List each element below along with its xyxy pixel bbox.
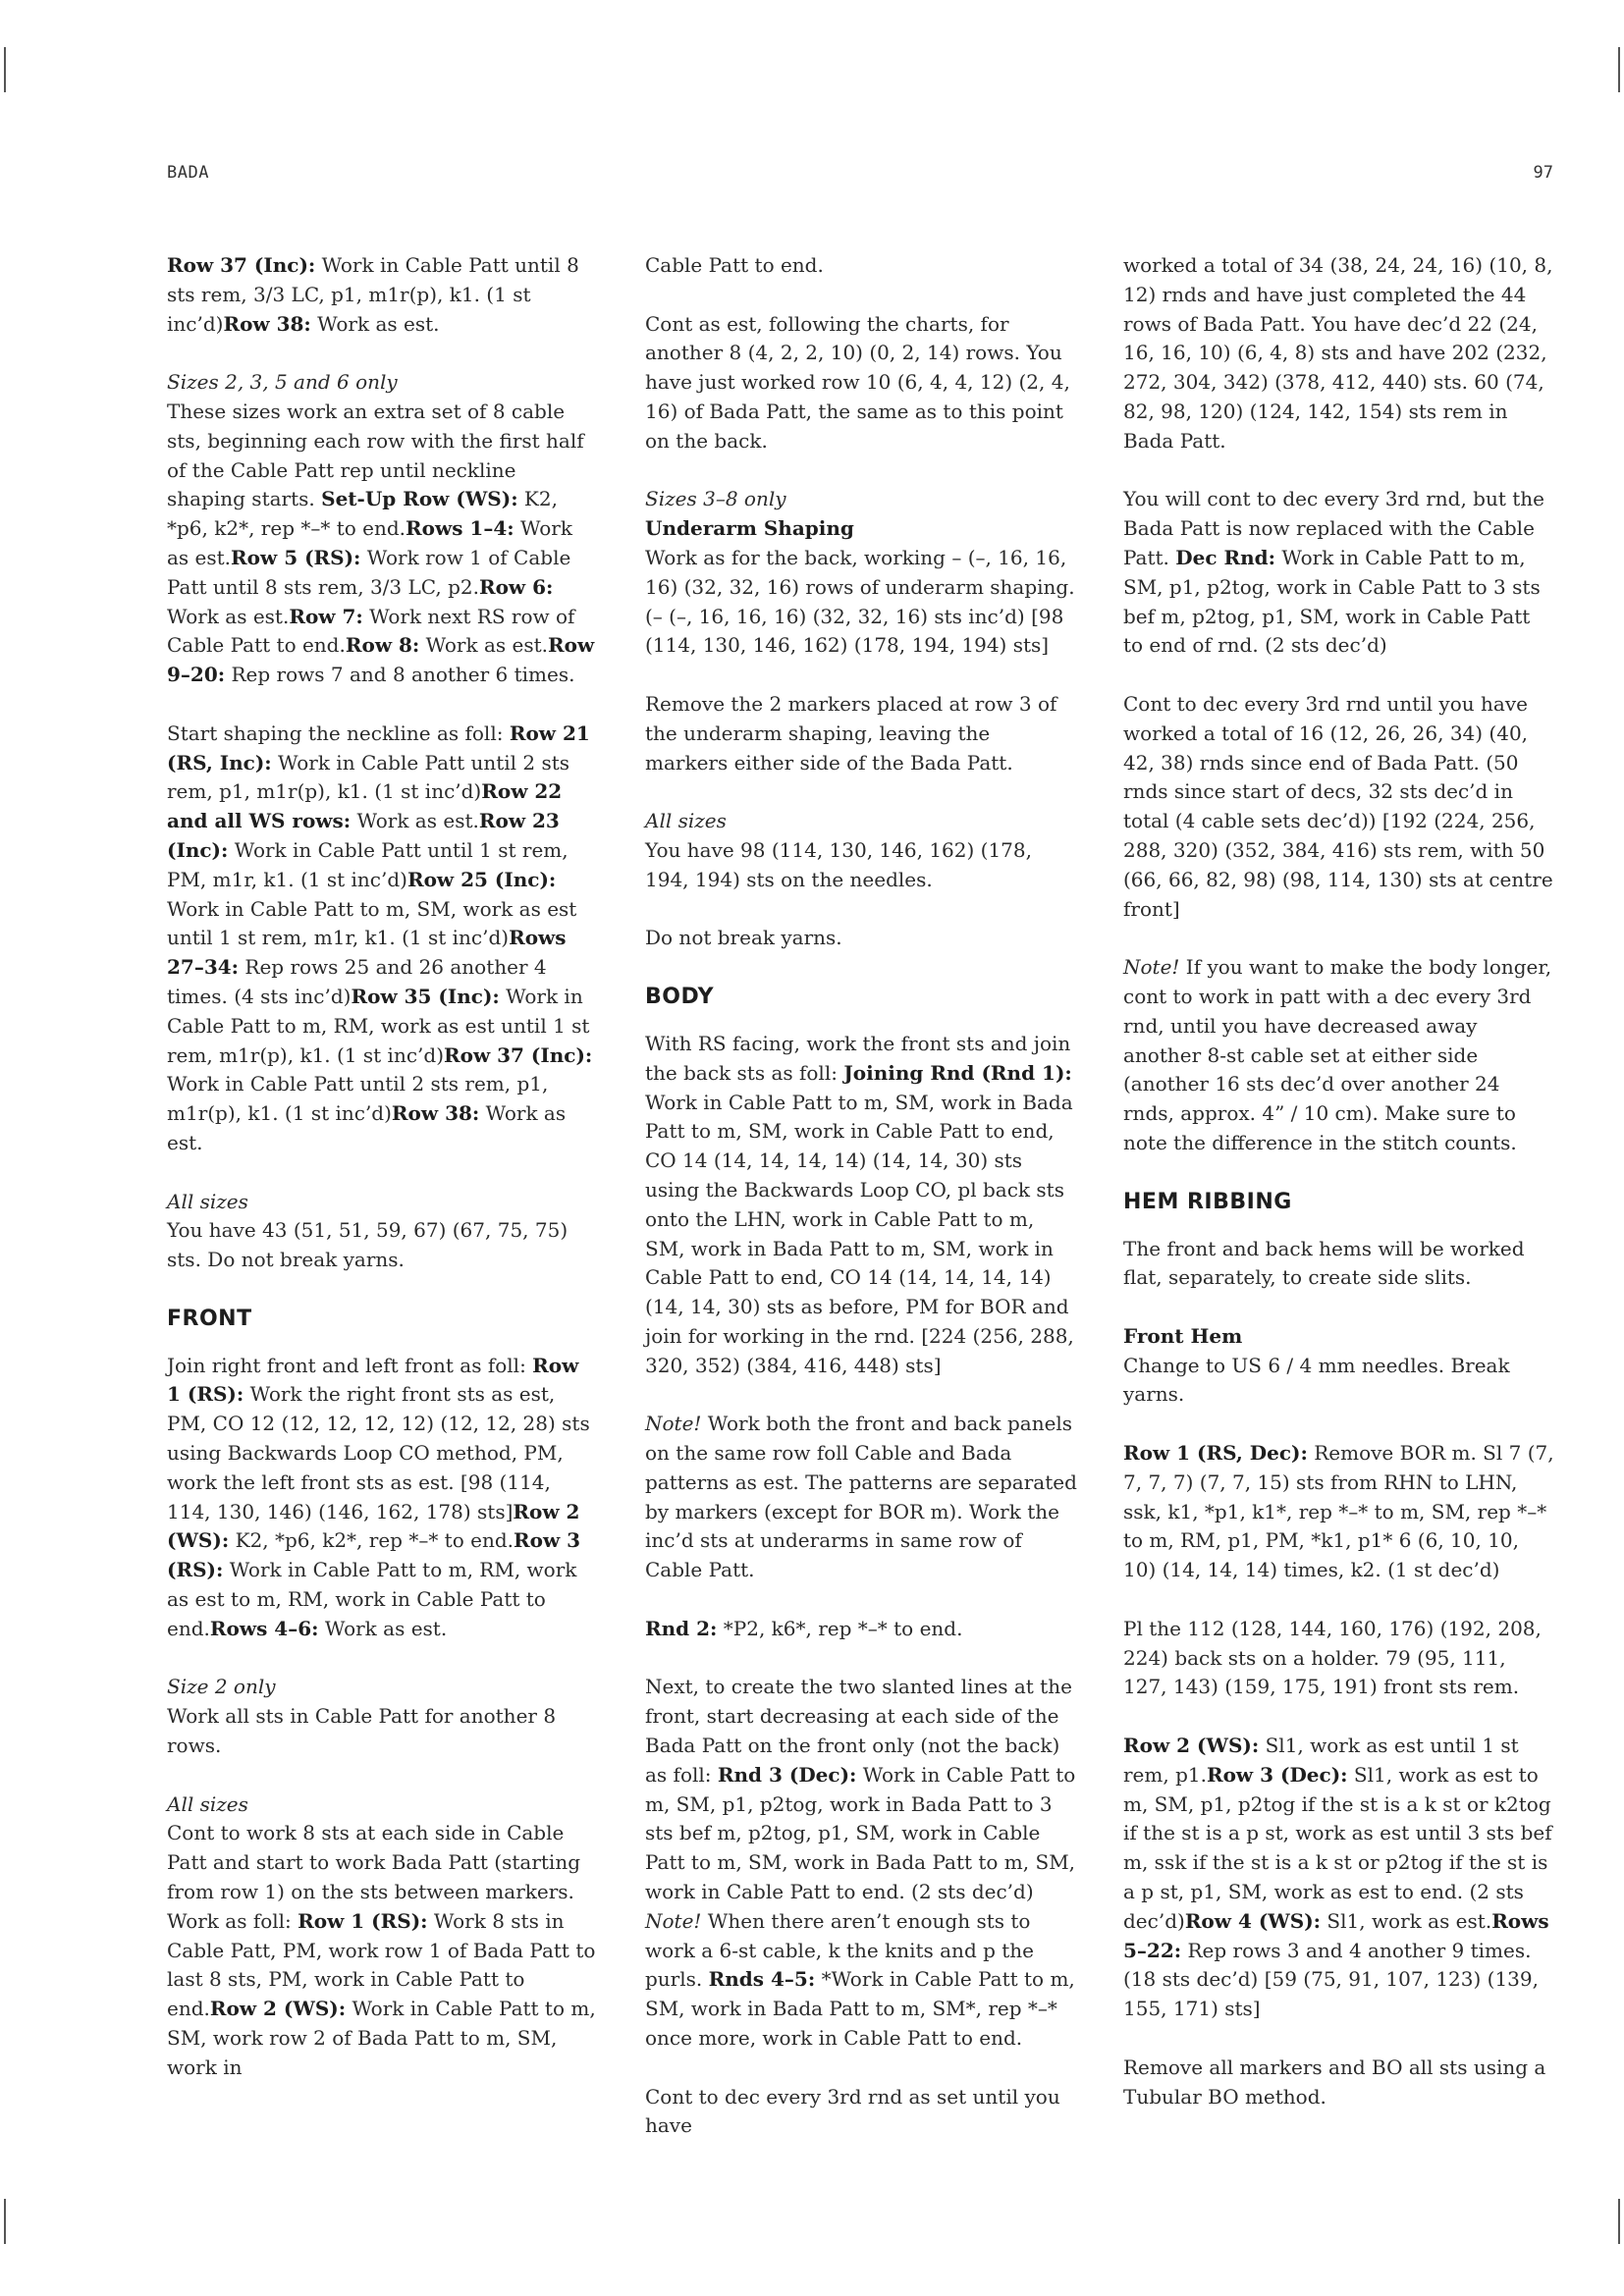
joining-rnd-label: Joining Rnd (Rnd 1): bbox=[843, 1060, 1072, 1085]
row-list-2 bbox=[167, 487, 594, 686]
row-1-dec-label: Row 1 (RS, Dec): bbox=[1123, 1441, 1308, 1466]
instruction-row-label: Row 3 (RS): bbox=[167, 1528, 581, 1582]
instruction-row-text: K2, *p6, k2*, rep *–* to end. bbox=[229, 1528, 514, 1553]
size-2-label: Size 2 only bbox=[167, 1675, 276, 1699]
instruction-row bbox=[210, 1617, 447, 1640]
page-number: 97 bbox=[1533, 163, 1553, 183]
all-sizes-label: All sizes bbox=[167, 1189, 248, 1213]
note-2-text: When there aren’t enough sts to work a 6-st cable, k the knits and p the purls. bbox=[645, 1908, 1035, 1992]
col2-continuation: Cable Patt to end. bbox=[645, 253, 824, 277]
front-block bbox=[167, 1352, 599, 1644]
instruction-row bbox=[1185, 1909, 1491, 1933]
holder-text: Pl the 112 (128, 144, 160, 176) (192, 208, 224) back sts on a holder. 79 (95, 111, 127, 143) (159, 175, 191) front sts rem. bbox=[1123, 1616, 1542, 1699]
instruction-row-label: Rows 27–34: bbox=[167, 926, 567, 980]
instruction-row-text: Work 8 sts in Cable Patt, PM, work row 1 of Bada Patt to last 8 sts, PM, work in Cable Patt to end. bbox=[167, 1908, 596, 2021]
note-text: Work both the front and back panels on the same row foll Cable and Bada patterns as est. The patterns are separated by markers (except for BOR m). Work the inc’d sts at underarms in same row of Cable Patt. bbox=[645, 1412, 1077, 1582]
cont-dec-text: Cont to dec every 3rd rnd as set until you have bbox=[645, 2084, 1060, 2138]
instruction-row-label: Row 4 (WS): bbox=[1184, 1908, 1322, 1933]
note-longer-label: Note! bbox=[1123, 955, 1180, 980]
instruction-row-text: Sl1, work as est to m, SM, p1, p2tog if the st is a k st or k2tog if the st is a p st, work as est until 3 sts bef m, ssk if the st is a k st or p2tog if the st is a p st, p1, SM, work as est to end. (2 sts dec’d) bbox=[1123, 1762, 1552, 1933]
instruction-row-label: Row 8: bbox=[345, 633, 420, 658]
hem-ribbing-heading: HEM RIBBING bbox=[1123, 1189, 1292, 1214]
sizes-label: Sizes 2, 3, 5 and 6 only bbox=[167, 370, 398, 395]
front-hem-text: Change to US 6 / 4 mm needles. Break yarns. bbox=[1123, 1353, 1510, 1407]
instruction-row-text: Work in Cable Patt to m, SM, work as est until 1 st rem, m1r, k1. (1 st inc’d) bbox=[167, 896, 577, 950]
row-list-3 bbox=[167, 721, 592, 1154]
body-heading: BODY bbox=[645, 984, 715, 1009]
column-2 bbox=[645, 251, 1077, 2141]
crop-mark-bottom-left bbox=[4, 2199, 6, 2244]
instruction-row-label: Row 25 (Inc): bbox=[406, 867, 557, 891]
instruction-row-text: Work in Cable Patt to m, RM, work as est to m, RM, work in Cable Patt to end. bbox=[167, 1558, 577, 1640]
instruction-row-text: Sl1, work as est. bbox=[1321, 1908, 1492, 1933]
column-1 bbox=[167, 251, 599, 2083]
instruction-row-text: Rep rows 3 and 4 another 9 times. (18 sts dec’d) [59 (75, 91, 107, 123) (139, 155, 171) sts] bbox=[1123, 1938, 1539, 2021]
cable-replace-text: You will cont to dec every 3rd rnd, but the Bada Patt is now replaced with the Cable Patt. bbox=[1123, 487, 1544, 569]
all-sizes-2-block bbox=[167, 1790, 599, 2083]
remove-markers-text: Remove the 2 markers placed at row 3 of the underarm shaping, leaving the markers either side of the Bada Patt. bbox=[645, 691, 1057, 774]
instruction-row-label: Row 2 (WS): bbox=[1123, 1734, 1260, 1758]
all-sizes-text: You have 43 (51, 51, 59, 67) (67, 75, 75) sts. Do not break yarns. bbox=[167, 1218, 568, 1272]
rnds-4-5-text: *Work in Cable Patt to m, SM, work in Bada Patt to m, SM*, rep *–* once more, work in Cable Patt to end. bbox=[645, 1967, 1075, 2051]
note-longer-block bbox=[1123, 953, 1555, 1158]
instruction-row-text: Work in Cable Patt until 8 sts rem, 3/3 LC, p1, m1r(p), k1. (1 st inc’d) bbox=[167, 253, 579, 336]
instruction-row-text: Work in Cable Patt until 1 st rem, PM, m1r, k1. (1 st inc’d) bbox=[167, 837, 568, 891]
instruction-row-label: Row 9–20: bbox=[167, 633, 595, 687]
dec-rnd-block bbox=[1123, 485, 1555, 661]
instruction-row-label: Row 3 (Dec): bbox=[1206, 1762, 1348, 1787]
rnd-3-text: Work in Cable Patt to m, SM, p1, p2tog, work in Bada Patt to 3 sts bef m, p2tog, p1, SM, work in Cable Patt to m, SM, work in Bada Patt to m, SM, work in Cable Patt to end. (2 sts dec’d) bbox=[645, 1762, 1076, 1904]
crop-mark-top-left bbox=[4, 47, 6, 92]
crop-mark-bottom-right bbox=[1618, 2199, 1620, 2244]
instruction-row-label: Rows 5–22: bbox=[1123, 1908, 1549, 1962]
instruction-row-label: Row 37 (Inc): bbox=[444, 1042, 593, 1067]
note-label: Note! bbox=[645, 1412, 702, 1436]
note-2-label: Note! bbox=[645, 1908, 702, 1933]
sizes-text: These sizes work an extra set of 8 cable sts, beginning each row with the first half of the Cable Patt rep until neckline shaping starts. bbox=[167, 399, 584, 511]
sizes-2356-block bbox=[167, 368, 599, 690]
instruction-row-text: Work as est. bbox=[351, 809, 479, 833]
row-list-4 bbox=[167, 1354, 590, 1640]
sizes-3-8-label: Sizes 3–8 only bbox=[645, 487, 786, 511]
crop-mark-top-right bbox=[1618, 47, 1620, 92]
instruction-row-text: Work in Cable Patt until 2 sts rem, p1, m1r(p), k1. (1 st inc’d) bbox=[167, 750, 570, 804]
col2-all-sizes-block bbox=[645, 807, 1077, 894]
instruction-row-label: Row 2 (WS): bbox=[167, 1499, 580, 1553]
rnd-2-text: *P2, k6*, rep *–* to end. bbox=[717, 1616, 963, 1640]
column-3 bbox=[1123, 251, 1555, 2111]
note-panels-block bbox=[645, 1410, 1077, 1585]
all-sizes-2-label: All sizes bbox=[167, 1791, 248, 1816]
instruction-row-label: Row 7: bbox=[289, 604, 363, 628]
instruction-row-text: Work in Cable Patt to m, RM, work as est until 1 st rem, m1r(p), k1. (1 st inc’d) bbox=[167, 984, 590, 1067]
front-hem-block bbox=[1123, 1322, 1555, 1410]
sizes-3-8-block bbox=[645, 485, 1077, 661]
instruction-row-label: Row 5 (RS): bbox=[231, 545, 361, 569]
front-heading: FRONT bbox=[167, 1306, 252, 1331]
instruction-row bbox=[167, 1354, 590, 1523]
front-intro: Join right front and left front as foll: bbox=[167, 1353, 526, 1377]
rnd-2-block bbox=[645, 1615, 1077, 1644]
instruction-row-label: Set-Up Row (WS): bbox=[321, 487, 518, 511]
instruction-row-text: Work as est. bbox=[167, 1101, 567, 1154]
instruction-row-text: Work next RS row of Cable Patt to end. bbox=[167, 604, 575, 658]
rnd-2-label: Rnd 2: bbox=[645, 1616, 718, 1640]
col2-all-sizes-text: You have 98 (114, 130, 146, 162) (178, 194, 194) sts on the needles. bbox=[645, 837, 1032, 891]
col2-all-sizes-label: All sizes bbox=[645, 809, 727, 833]
do-not-break-text: Do not break yarns. bbox=[645, 926, 842, 950]
instruction-row bbox=[346, 633, 548, 657]
neckline-block bbox=[167, 720, 599, 1158]
instruction-row-label: Row 23 (Inc): bbox=[167, 809, 560, 862]
instruction-row-text: K2, *p6, k2*, rep *–* to end. bbox=[167, 487, 558, 541]
running-head: BADA bbox=[167, 163, 209, 183]
instruction-row-label: Row 22 and all WS rows: bbox=[167, 779, 563, 833]
instruction-row-text: Work row 1 of Cable Patt until 8 sts rem, 3/3 LC, p2. bbox=[167, 545, 571, 599]
instruction-row-label: Row 21 (RS, Inc): bbox=[167, 721, 590, 774]
instruction-row-label: Rows 4–6: bbox=[209, 1616, 319, 1640]
row-list-5 bbox=[167, 1909, 596, 2079]
body-join-block bbox=[645, 1030, 1077, 1381]
instruction-row-label: Row 38: bbox=[223, 311, 311, 336]
rnd-3-label: Rnd 3 (Dec): bbox=[717, 1762, 857, 1787]
instruction-row bbox=[167, 1997, 596, 2079]
cont-dec-total-text: Cont to dec every 3rd rnd until you have worked a total of 16 (12, 26, 26, 34) (40, 42, 38) rnds since end of Bada Patt. (50 rnds since start of decs, 32 sts dec’d in total (4 cable sets dec’d)) [192 (224, 256, 288, 320) (352, 384, 416) sts rem, with 50 (66, 66, 82, 98) (98, 114, 130) sts at centre front] bbox=[1123, 691, 1553, 921]
row-1-dec-text: Remove BOR m. Sl 7 (7, 7, 7, 7) (7, 7, 15) sts from RHN to LHN, ssk, k1, *p1, k1*, rep *–* to m, SM, rep *–* to m, RM, p1, PM, *k1, p1* 6 (6, 10, 10, 10) (14, 14, 14) times, k2. (1 st dec’d) bbox=[1123, 1441, 1554, 1582]
instruction-row-text: Work as est. bbox=[318, 1616, 448, 1640]
instruction-row-label: Row 35 (Inc): bbox=[351, 984, 500, 1008]
all-sizes-2-text: Cont to work 8 sts at each side in Cable Patt and start to work Bada Patt (starting from row 1) on the sts between markers. Work as foll: bbox=[167, 1821, 581, 1933]
body-intro: With RS facing, work the front sts and join the back sts as foll: bbox=[645, 1031, 1071, 1085]
instruction-row-label: Row 37 (Inc): bbox=[167, 253, 316, 277]
instruction-row-text: Work in Cable Patt to m, SM, work row 2 of Bada Patt to m, SM, work in bbox=[167, 1997, 596, 2079]
instruction-row-text: Sl1, work as est until 1 st rem, p1. bbox=[1123, 1734, 1519, 1787]
rnds-4-5-label: Rnds 4–5: bbox=[708, 1967, 816, 1992]
instruction-row-text: Work as est. bbox=[167, 604, 290, 628]
size-2-text: Work all sts in Cable Patt for another 8 rows. bbox=[167, 1704, 557, 1758]
instruction-row-label: Row 6: bbox=[478, 574, 554, 599]
hem-intro: The front and back hems will be worked flat, separately, to create side slits. bbox=[1123, 1236, 1525, 1290]
instruction-row-text: Work as est. bbox=[419, 633, 548, 658]
dec-rnd-label: Dec Rnd: bbox=[1175, 545, 1276, 569]
dec-rnd-text: Work in Cable Patt to m, SM, p1, p2tog, work in Cable Patt to 3 sts bef m, p2tog, p1, SM, work in Cable Patt to end of rnd. (2 sts dec’d) bbox=[1123, 545, 1541, 658]
underarm-shaping-text: Work as for the back, working – (–, 16, 16, 16) (32, 32, 16) rows of underarm shaping. (– (–, 16, 16, 16) (32, 32, 16) sts inc’d) [98 (114, 130, 146, 162) (178, 194, 194) sts] bbox=[645, 545, 1075, 658]
slanted-lines-intro: Next, to create the two slanted lines at the front, start decreasing at each side of the Bada Patt on the front only (not the back) as foll: bbox=[645, 1675, 1072, 1787]
instruction-row-label: Rows 1–4: bbox=[406, 516, 514, 541]
underarm-shaping-label: Underarm Shaping bbox=[645, 516, 854, 541]
final-bind-off-text: Remove all markers and BO all sts using a Tubular BO method. bbox=[1123, 2055, 1546, 2109]
row-list-1 bbox=[167, 251, 599, 339]
instruction-row bbox=[1123, 1763, 1552, 1933]
front-hem-label: Front Hem bbox=[1123, 1323, 1243, 1348]
instruction-row-text: Work in Cable Patt until 2 sts rem, p1, m1r(p), k1. (1 st inc’d) bbox=[167, 1072, 549, 1126]
col2-cont-est: Cont as est, following the charts, for another 8 (4, 2, 2, 10) (0, 2, 14) rows. You have just worked row 10 (6, 4, 4, 12) (2, 4, 16) of Bada Patt, the same as to this point on the back. bbox=[645, 311, 1070, 453]
instruction-row-label: Row 1 (RS): bbox=[167, 1353, 579, 1407]
note-longer-text: If you want to make the body longer, cont to work in patt with a dec every 3rd rnd, until you have decreased away another 8-st cable set at either side (another 16 sts dec’d over another 24 rnds, approx. 4” / 10 cm). Make sure to note the difference in the stitch counts. bbox=[1123, 955, 1552, 1154]
neckline-intro: Start shaping the neckline as foll: bbox=[167, 721, 504, 745]
instruction-row-label: Row 1 (RS): bbox=[298, 1908, 428, 1933]
row-1-dec-block bbox=[1123, 1439, 1555, 1585]
row-list-hem bbox=[1123, 1732, 1555, 2024]
instruction-row-text: Rep rows 7 and 8 another 6 times. bbox=[225, 663, 575, 687]
all-sizes-block bbox=[167, 1188, 599, 1275]
instruction-row-label: Row 2 (WS): bbox=[209, 1997, 347, 2021]
instruction-row-label: Row 38: bbox=[391, 1101, 480, 1126]
instruction-row-text: Work as est. bbox=[167, 516, 572, 569]
col3-continuation: worked a total of 34 (38, 24, 24, 16) (10, 8, 12) rnds and have just completed the 44 rows of Bada Patt. You have dec’d 22 (24, 16, 16, 10) (6, 4, 8) sts and have 202 (232, 272, 304, 342) (378, 412, 440) sts. 60 (74, 82, 98, 120) (124, 142, 154) sts rem in Bada Patt. bbox=[1123, 253, 1553, 453]
instruction-row bbox=[223, 312, 439, 336]
slanted-lines-block bbox=[645, 1673, 1077, 2053]
joining-rnd-text: Work in Cable Patt to m, SM, work in Bada Patt to m, SM, work in Cable Patt to end, CO 14 (14, 14, 14, 14) (14, 14, 30) sts using the Backwards Loop CO, pl back sts onto the LHN, work in Cable Patt to m, SM, work in Bada Patt to m, SM, work in Cable Patt to end, CO 14 (14, 14, 14, 14) (14, 14, 30) sts as before, PM for BOR and join for working in the rnd. [224 (256, 288, 320, 352) (384, 416, 448) sts] bbox=[645, 1090, 1074, 1377]
instruction-row-text: Work the right front sts as est, PM, CO 12 (12, 12, 12, 12) (12, 12, 28) sts using Backwards Loop CO method, PM, work the left front sts as est. [98 (114, 114, 130, 146) (146, 162, 178) sts] bbox=[167, 1382, 590, 1523]
size-2-block bbox=[167, 1673, 599, 1760]
instruction-row-text: Rep rows 25 and 26 another 4 times. (4 sts inc’d) bbox=[167, 955, 547, 1008]
instruction-row-text: Work as est. bbox=[310, 311, 440, 336]
